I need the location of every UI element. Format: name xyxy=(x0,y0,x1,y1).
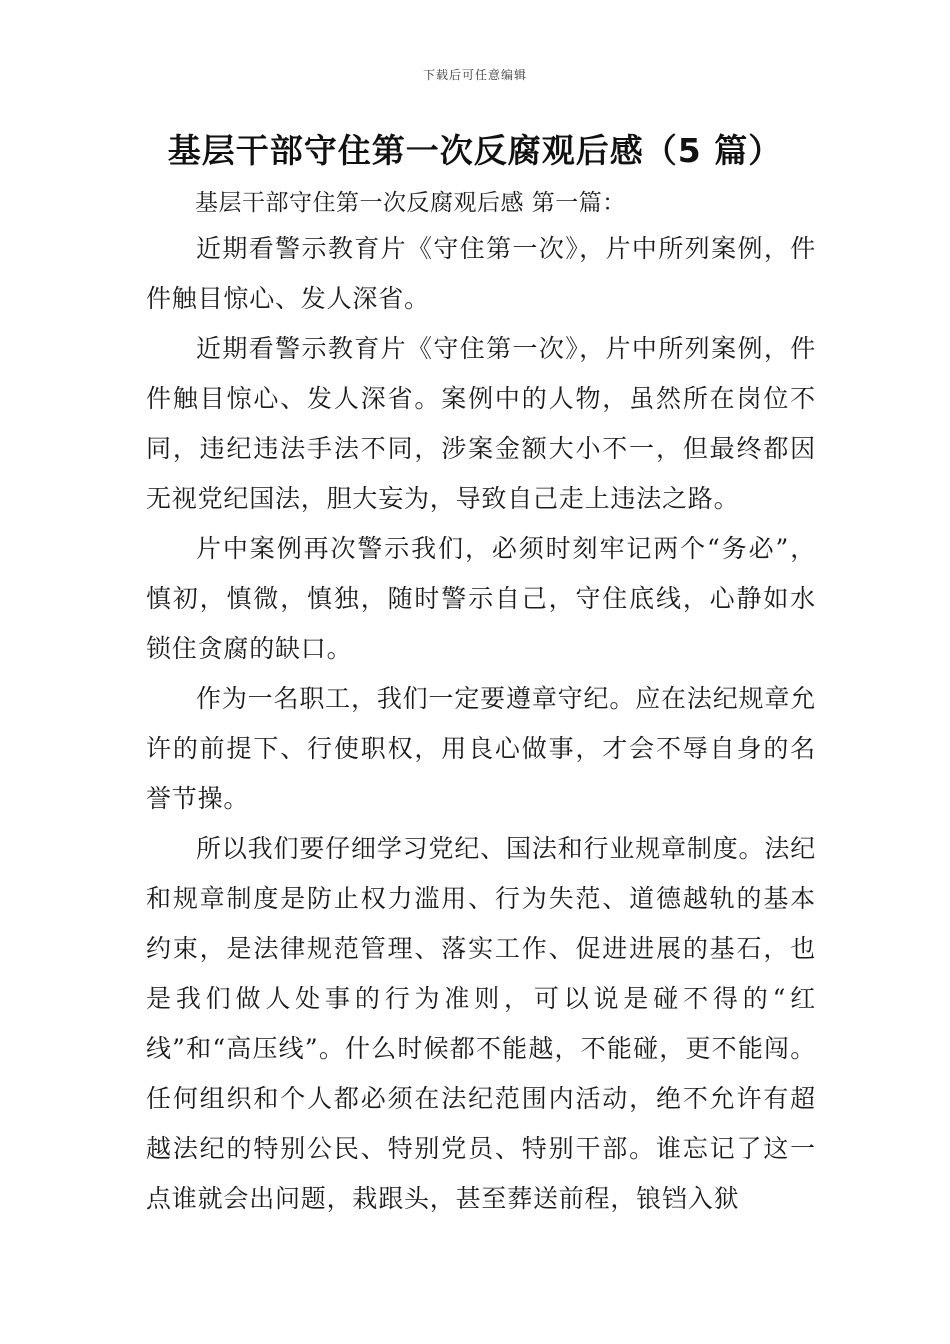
body-text xyxy=(146,224,816,1224)
paragraph-4: 作为一名职工，我们一定要遵章守纪。应在法纪规章允许的前提下、行使职权，用良心做事，才会不辱自身的名誉节操。 xyxy=(146,684,816,813)
paragraph-2: 近期看警示教育片《守住第一次》，片中所列案例，件件触目惊心、发人深省。案例中的人物，虽然所在岗位不同，违纪违法手法不同，涉案金额大小不一，但最终都因无视党纪国法，胆大妄为，导致自己走上违法之路。 xyxy=(146,334,816,513)
paragraph-1: 近期看警示教育片《守住第一次》，片中所列案例，件件触目惊心、发人深省。 xyxy=(146,234,816,313)
paragraph-3: 片中案例再次警示我们，必须时刻牢记两个“务必”，慎初，慎微，慎独，随时警示自己，守住底线，心静如水锁住贪腐的缺口。 xyxy=(146,534,816,663)
document-title: 基层干部守住第一次反腐观后感（5 篇） xyxy=(167,131,783,170)
header-note: 下载后可任意编辑 xyxy=(422,68,527,82)
paragraph-5: 所以我们要仔细学习党纪、国法和行业规章制度。法纪和规章制度是防止权力滥用、行为失范、道德越轨的基本约束，是法律规范管理、落实工作、促进进展的基石，也是我们做人处事的行为准则，可以说是碰不得的“红线”和“高压线”。什么时候都不能越，不能碰，更不能闯。任何组织和个人都必须在法纪范围内活动，绝不允许有超越法纪的特别公民、特别党员、特别干部。谁忘记了这一点谁就会出问题，栽跟头，甚至葬送前程，锒铛入狱 xyxy=(146,834,816,1213)
section-subtitle: 基层干部守住第一次反腐观后感 第一篇： xyxy=(195,190,626,216)
